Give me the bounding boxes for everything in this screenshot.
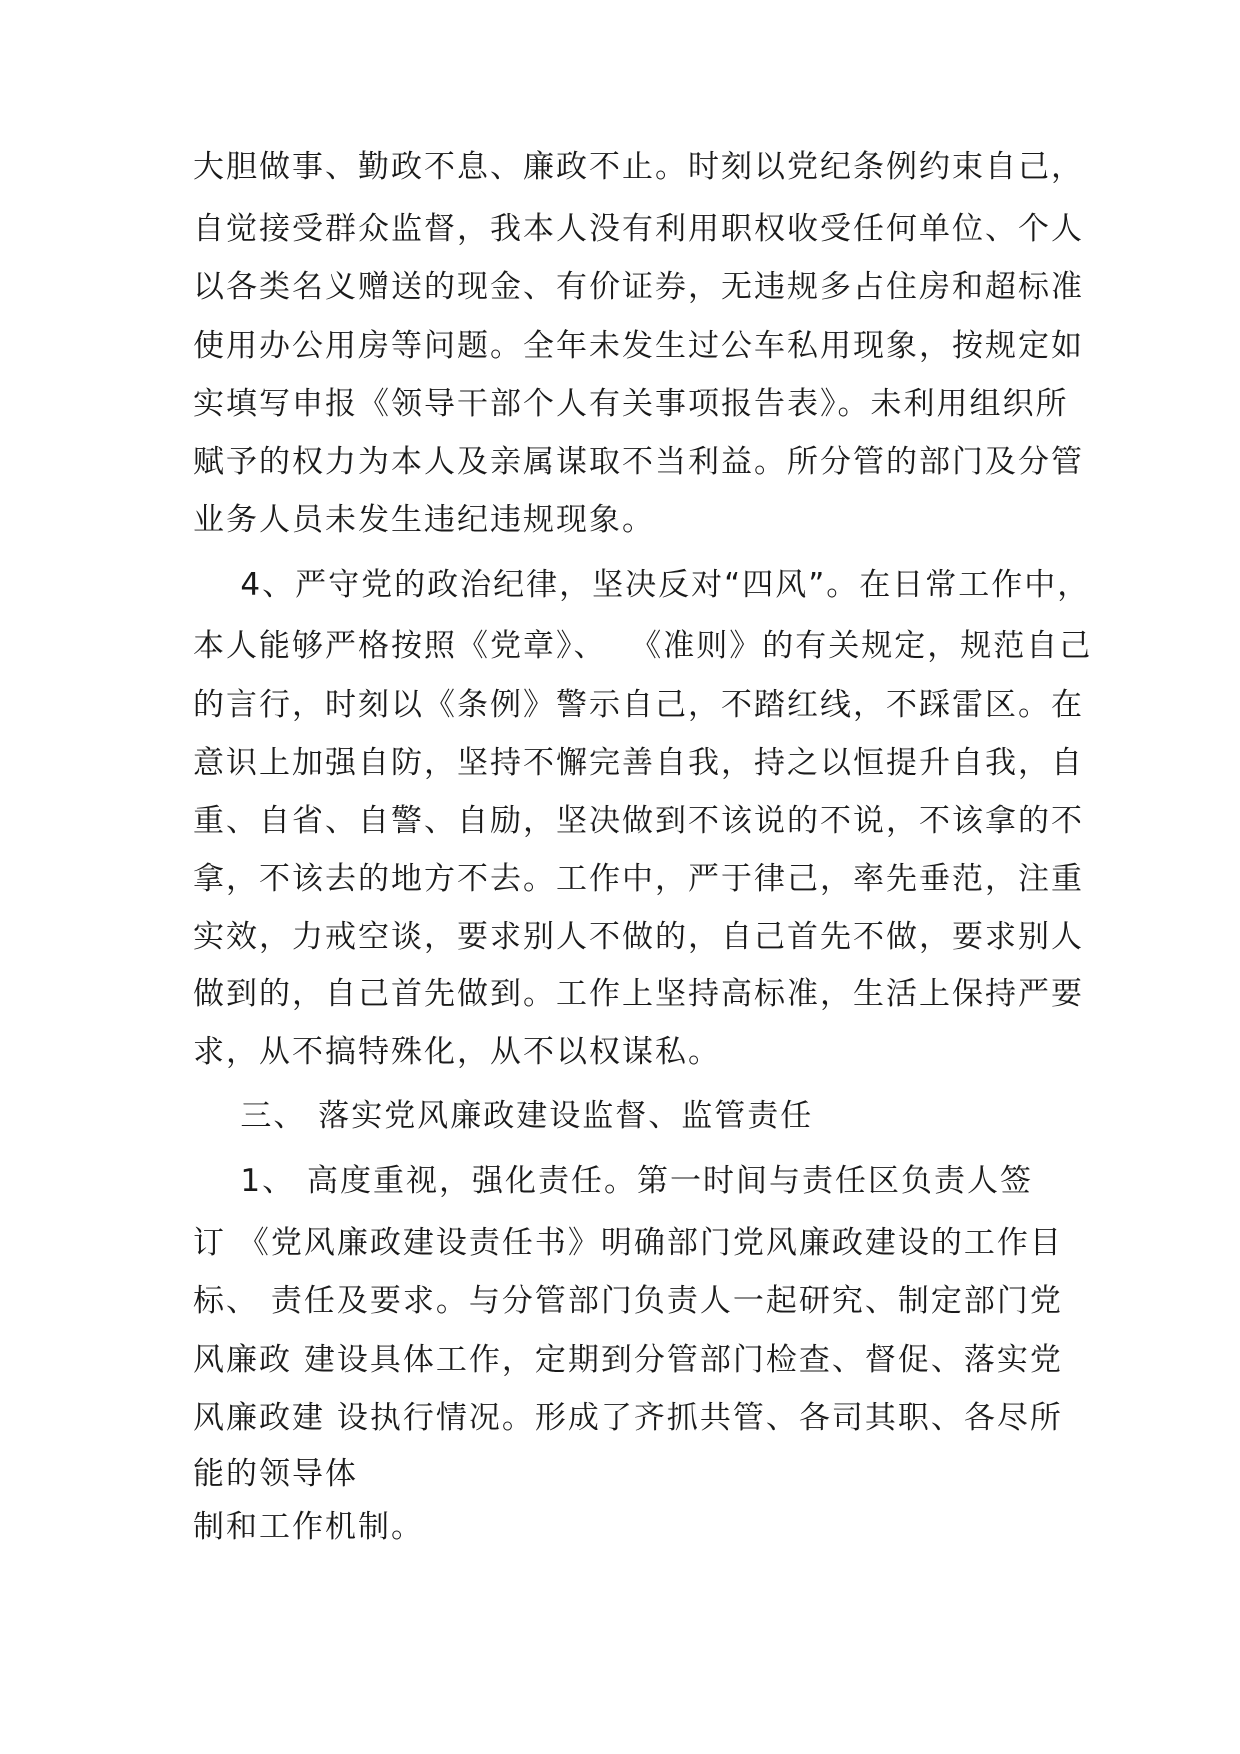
section-heading: 三、 落实党风廉政建设监督、监管责任 (193, 1098, 814, 1134)
text-line: 实效，力戒空谈，要求别人不做的，自己首先不做，要求别人 (193, 919, 1084, 955)
text-line: 风廉政 建设具体工作，定期到分管部门检查、督促、落实党 (193, 1342, 1063, 1378)
text-line: 4、严守党的政治纪律，坚决反对“四风”。在日常工作中， (193, 567, 1091, 603)
text-line: 自觉接受群众监督，我本人没有利用职权收受任何单位、个人 (193, 211, 1084, 247)
text-line: 1、 高度重视，强化责任。第一时间与责任区负责人签 (193, 1163, 1033, 1199)
text-line: 制和工作机制。 (193, 1509, 424, 1545)
text-line: 大胆做事、勤政不息、廉政不止。时刻以党纪条例约束自己， (193, 149, 1084, 185)
text-line: 业务人员未发生违纪违规现象。 (193, 502, 655, 538)
text-line: 本人能够严格按照《党章》、 《准则》的有关规定，规范自己 (193, 628, 1093, 664)
text-line: 能的领导体 (193, 1456, 358, 1492)
text-line: 赋予的权力为本人及亲属谋取不当利益。所分管的部门及分管 (193, 444, 1084, 480)
text-line: 的言行，时刻以《条例》警示自己，不踏红线，不踩雷区。在 (193, 687, 1084, 723)
text-line: 风廉政建 设执行情况。形成了齐抓共管、各司其职、各尽所 (193, 1400, 1063, 1436)
text-line: 重、自省、自警、自励，坚决做到不该说的不说，不该拿的不 (193, 803, 1084, 839)
text-line: 使用办公用房等问题。全年未发生过公车私用现象，按规定如 (193, 328, 1084, 364)
text-line: 订 《党风廉政建设责任书》明确部门党风廉政建设的工作目 (193, 1225, 1063, 1261)
text-line: 做到的，自己首先做到。工作上坚持高标准，生活上保持严要 (193, 976, 1084, 1012)
text-line: 实填写申报《领导干部个人有关事项报告表》。未利用组织所 (193, 386, 1069, 422)
text-line: 求，从不搞特殊化，从不以权谋私。 (193, 1034, 721, 1070)
text-line: 意识上加强自防，坚持不懈完善自我，持之以恒提升自我，自 (193, 745, 1084, 781)
text-line: 以各类名义赠送的现金、有价证券，无违规多占住房和超标准 (193, 269, 1084, 305)
text-line: 标、 责任及要求。与分管部门负责人一起研究、制定部门党 (193, 1283, 1063, 1319)
text-line: 拿，不该去的地方不去。工作中，严于律己，率先垂范，注重 (193, 861, 1084, 897)
